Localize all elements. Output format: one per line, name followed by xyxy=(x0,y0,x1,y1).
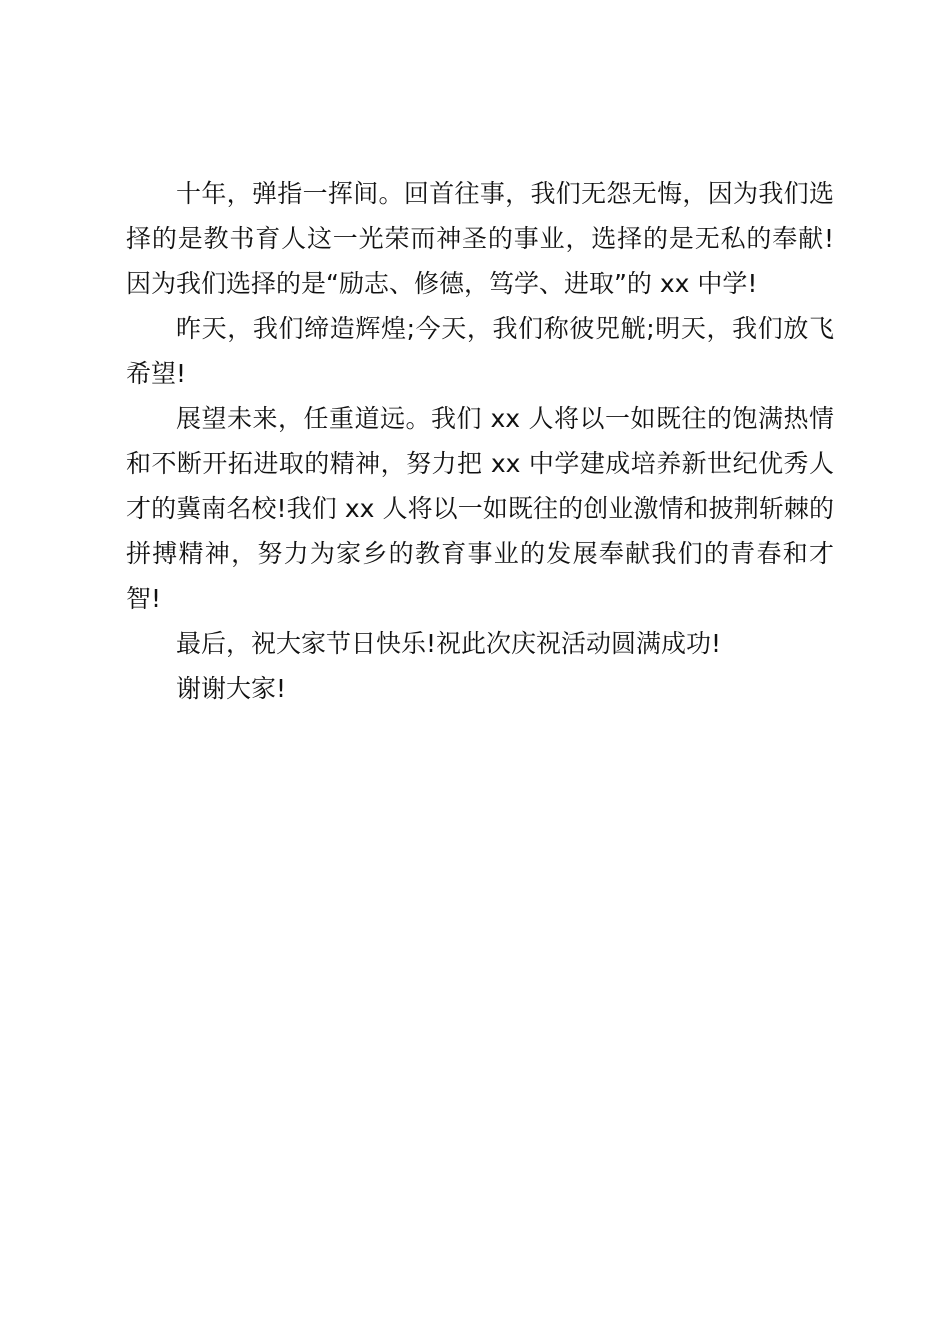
paragraph-yesterday-today-tomorrow: 昨天，我们缔造辉煌;今天，我们称彼兕觥;明天，我们放飞希望! xyxy=(126,314,834,388)
paragraph-reflection: 十年，弹指一挥间。回首往事，我们无怨无悔，因为我们选择的是教书育人这一光荣而神圣的事业，选择的是无私的奉献!因为我们选择的是“励志、修德，笃学、进取”的 xx 中学! xyxy=(126,179,834,298)
paragraph-outlook: 展望未来，任重道远。我们 xx 人将以一如既往的饱满热情和不断开拓进取的精神，努力把 xx 中学建成培养新世纪优秀人才的冀南名校!我们 xx 人将以一如既往的创业激情和披荆斩棘的拼搏精神，努力为家乡的教育事业的发展奉献我们的青春和才智! xyxy=(126,404,834,613)
paragraph-wishes: 最后，祝大家节日快乐!祝此次庆祝活动圆满成功! xyxy=(176,629,722,658)
document-body xyxy=(126,171,834,711)
paragraph-thanks: 谢谢大家! xyxy=(176,674,287,703)
